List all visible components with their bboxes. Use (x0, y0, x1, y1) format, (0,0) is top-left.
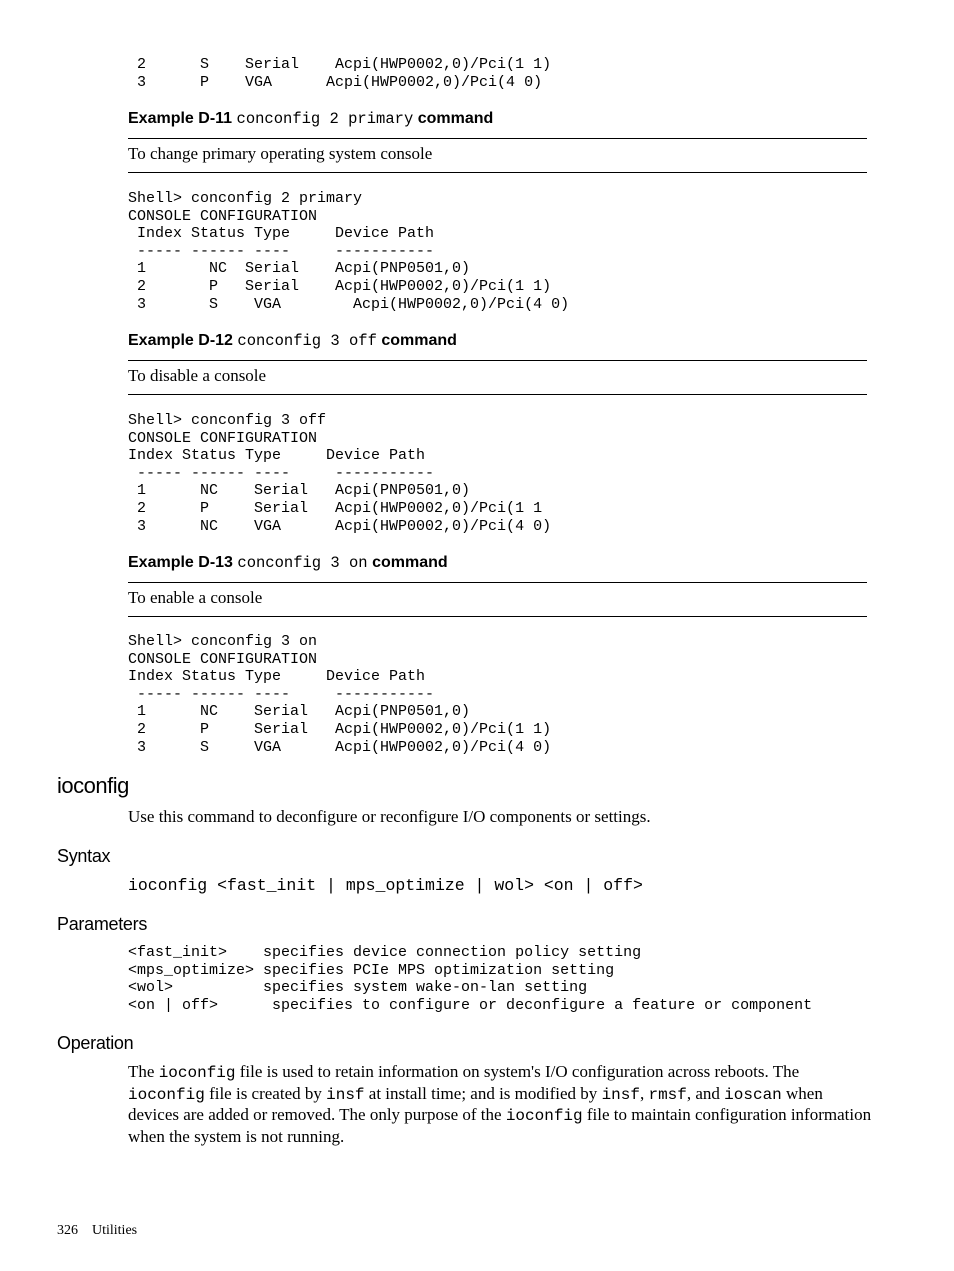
parameters-block (128, 944, 812, 1014)
example-title-d13: Example D-13 conconfig 3 on command (128, 554, 448, 572)
example-caption-d12: To disable a console (128, 366, 267, 385)
parameter-row: <on | off> specifies to configure or deconfigure a feature or component (128, 996, 813, 1014)
code-block-d13: Shell> conconfig 3 on CONSOLE CONFIGURATION Index Status Type Device Path ----- ------ ---- ----------- 1 NC Serial Acpi(PNP0501,0) 2 P Serial Acpi(HWP0002,0)/Pci(1 1) 3 S VGA Acpi(HWP0002,0)/Pci(4 0) (128, 633, 552, 756)
rule (128, 582, 867, 583)
rule (128, 172, 867, 173)
example-title-d11: Example D-11 conconfig 2 primary command (128, 110, 494, 128)
syntax-line: ioconfig <fast_init | mps_optimize | wol> <on | off> (128, 876, 643, 895)
example-caption-d13: To enable a console (128, 588, 263, 607)
code-line: 2 S Serial Acpi(HWP0002,0)/Pci(1 1) (128, 56, 552, 73)
subheading-syntax: Syntax (57, 846, 111, 866)
section-description: Use this command to deconfigure or reconfigure I/O components or settings. (128, 807, 651, 826)
code-block-d12: Shell> conconfig 3 off CONSOLE CONFIGURATION Index Status Type Device Path ----- ------ ---- ----------- 1 NC Serial Acpi(PNP0501,0) 2 P Serial Acpi(HWP0002,0)/Pci(1 1 3 NC VGA Acpi(HWP0002,0)/Pci(4 0) (128, 412, 552, 535)
parameter-row: <mps_optimize> specifies PCIe MPS optimization setting (128, 961, 615, 979)
footer-section: Utilities (92, 1223, 138, 1238)
code-block-d11: Shell> conconfig 2 primary CONSOLE CONFIGURATION Index Status Type Device Path ----- ------ ---- ----------- 1 NC Serial Acpi(PNP0501,0) 2 P Serial Acpi(HWP0002,0)/Pci(1 1) 3 S VGA Acpi(HWP0002,0)/Pci(4 0) (128, 190, 570, 313)
parameter-row: <wol> specifies system wake-on-lan setting (128, 979, 588, 997)
example-caption-d11: To change primary operating system console (128, 144, 433, 163)
rule (128, 394, 867, 395)
subheading-operation: Operation (57, 1033, 134, 1053)
example-title-d12: Example D-12 conconfig 3 off command (128, 332, 457, 350)
section-heading-ioconfig: ioconfig (57, 773, 129, 798)
parameter-row: <fast_init> specifies device connection policy setting (128, 944, 642, 961)
code-block-top (128, 56, 551, 91)
rule (128, 360, 867, 361)
code-line: 3 P VGA Acpi(HWP0002,0)/Pci(4 0) (128, 73, 543, 91)
rule (128, 616, 867, 617)
page-footer (57, 1222, 137, 1240)
subheading-parameters: Parameters (57, 914, 148, 934)
page-number: 326 (57, 1223, 78, 1238)
operation-paragraph: The ioconfig file is used to retain information on system's I/O configuration across reboots. The ioconfig file is created by insf at install time; and is modified by insf, rmsf, and ioscan when devices are added or removed. The only purpose of the ioconfig file to maintain configuration information when the system is not running. (128, 1062, 872, 1146)
rule (128, 138, 867, 139)
